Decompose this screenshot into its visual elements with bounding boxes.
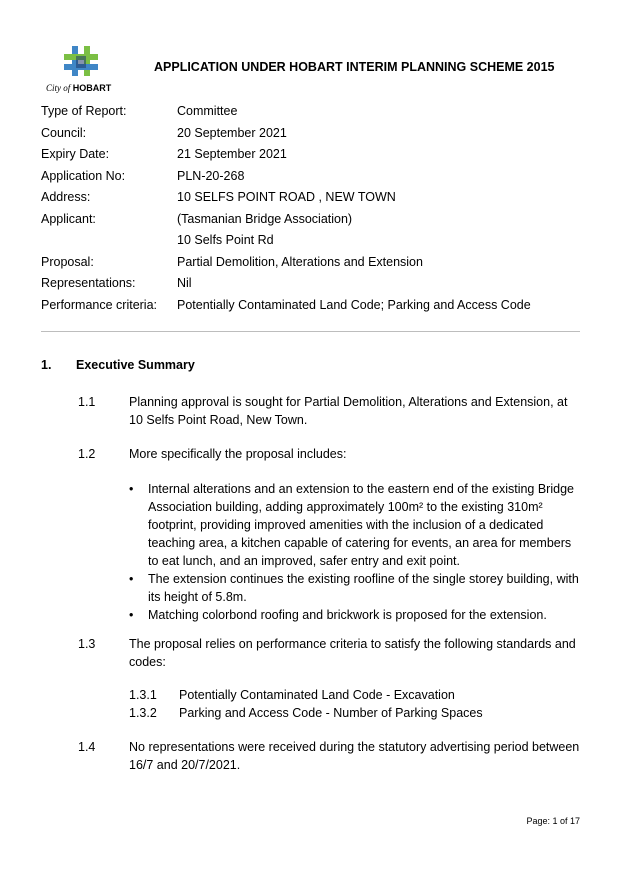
detail-value-line: PLN-20-268	[177, 168, 245, 183]
section-number: 1.	[41, 358, 52, 372]
paragraph-1-4	[78, 738, 583, 774]
detail-label: Application No:	[41, 168, 126, 183]
paragraph-text: The proposal relies on performance criteria to satisfy the following standards and codes:	[129, 637, 576, 669]
detail-value	[177, 166, 581, 188]
list-item: • Matching colorbond roofing and brickwork is proposed for the extension.	[129, 608, 547, 622]
divider	[41, 331, 580, 332]
detail-value-line: Nil	[177, 276, 192, 290]
detail-value	[177, 187, 581, 209]
detail-row	[41, 273, 581, 295]
list-item	[129, 686, 483, 704]
report-details-table	[41, 101, 581, 316]
detail-value-line: 10 Selfs Point Rd	[177, 233, 274, 247]
codes-list	[129, 686, 483, 722]
paragraph-1-1	[78, 393, 583, 429]
detail-value-line: 10 SELFS POINT ROAD , NEW TOWN	[177, 190, 396, 204]
detail-label: Address:	[41, 190, 91, 204]
detail-value	[177, 273, 581, 295]
detail-value	[177, 123, 581, 145]
detail-row	[41, 101, 581, 123]
list-item-text: Internal alterations and an extension to the eastern end of the existing Bridge Association building, adding approximately 100m² to the existing 310m² footprint, providing improved amenities with the inclusion of a dedicated teaching area, a kitchen capable of catering for events, an area for members to eat lunch, and an improved, safer entry and exit point.	[148, 482, 574, 568]
proposal-bullet-list	[129, 480, 579, 624]
paragraph-number: 1.4	[78, 740, 96, 754]
list-item: • Internal alterations and an extension to the eastern end of the existing Bridge Association building, adding approximately 100m² to the existing 310m² footprint, providing improved amenities with the inclusion of a dedicated teaching area, a kitchen capable of catering for events, an area for members to eat lunch, and an improved, safer entry and exit point.	[129, 482, 574, 568]
logo-hobart-text: HOBART	[72, 83, 112, 93]
section-title: Executive Summary	[76, 358, 195, 372]
detail-row	[41, 252, 581, 274]
detail-value-line: 20 September 2021	[177, 125, 287, 140]
list-item-text: Potentially Contaminated Land Code - Excavation	[179, 688, 455, 702]
paragraph-number: 1.1	[78, 395, 96, 409]
detail-label: Proposal:	[41, 254, 94, 269]
list-item-text: The extension continues the existing roofline of the single storey building, with its height of 5.8m.	[148, 572, 579, 604]
detail-value	[177, 144, 581, 166]
detail-value-line: (Tasmanian Bridge Association)	[177, 211, 353, 226]
detail-label: Type of Report:	[41, 104, 127, 118]
list-item: • The extension continues the existing roofline of the single storey building, with its height of 5.8m.	[129, 572, 579, 604]
paragraph-text: Planning approval is sought for Partial Demolition, Alterations and Extension, at 10 Selfs Point Road, New Town.	[129, 395, 568, 427]
paragraph-number: 1.3	[78, 637, 96, 651]
detail-value	[177, 295, 581, 317]
detail-value-line: Partial Demolition, Alterations and Extension	[177, 254, 423, 269]
detail-row	[41, 166, 581, 188]
list-item-number: 1.3.1	[129, 688, 157, 702]
detail-label: Representations:	[41, 276, 136, 290]
page-number: Page: 1 of 17	[526, 816, 580, 826]
detail-row	[41, 209, 581, 252]
detail-value	[177, 209, 581, 252]
detail-label: Council:	[41, 125, 87, 140]
detail-value-line: Committee	[177, 104, 238, 118]
detail-value-line: 21 September 2021	[177, 147, 287, 161]
paragraph-text: More specifically the proposal includes:	[129, 447, 347, 461]
detail-row	[41, 295, 581, 317]
paragraph-number: 1.2	[78, 447, 96, 461]
paragraph-1-3	[78, 635, 583, 671]
detail-value	[177, 101, 581, 123]
detail-row	[41, 123, 581, 145]
paragraph-text: No representations were received during the statutory advertising period between 16/7 and 20/7/2021.	[129, 740, 580, 772]
list-item-text: Matching colorbond roofing and brickwork is proposed for the extension.	[148, 608, 547, 622]
page-title: APPLICATION UNDER HOBART INTERIM PLANNING SCHEME 2015	[154, 60, 555, 74]
logo-wordmark	[46, 83, 111, 93]
detail-label: Performance criteria:	[41, 297, 158, 312]
list-item-number: 1.3.2	[129, 706, 157, 720]
detail-value	[177, 252, 581, 274]
section-heading	[41, 358, 195, 372]
detail-label: Expiry Date:	[41, 147, 110, 161]
detail-value-line: Potentially Contaminated Land Code; Parking and Access Code	[177, 297, 531, 312]
logo-city-text: City of	[46, 83, 71, 93]
list-item-text: Parking and Access Code - Number of Parking Spaces	[179, 706, 483, 720]
detail-label: Applicant:	[41, 211, 96, 226]
detail-row	[41, 187, 581, 209]
detail-row	[41, 144, 581, 166]
list-item	[129, 704, 483, 722]
paragraph-1-2	[78, 445, 583, 463]
